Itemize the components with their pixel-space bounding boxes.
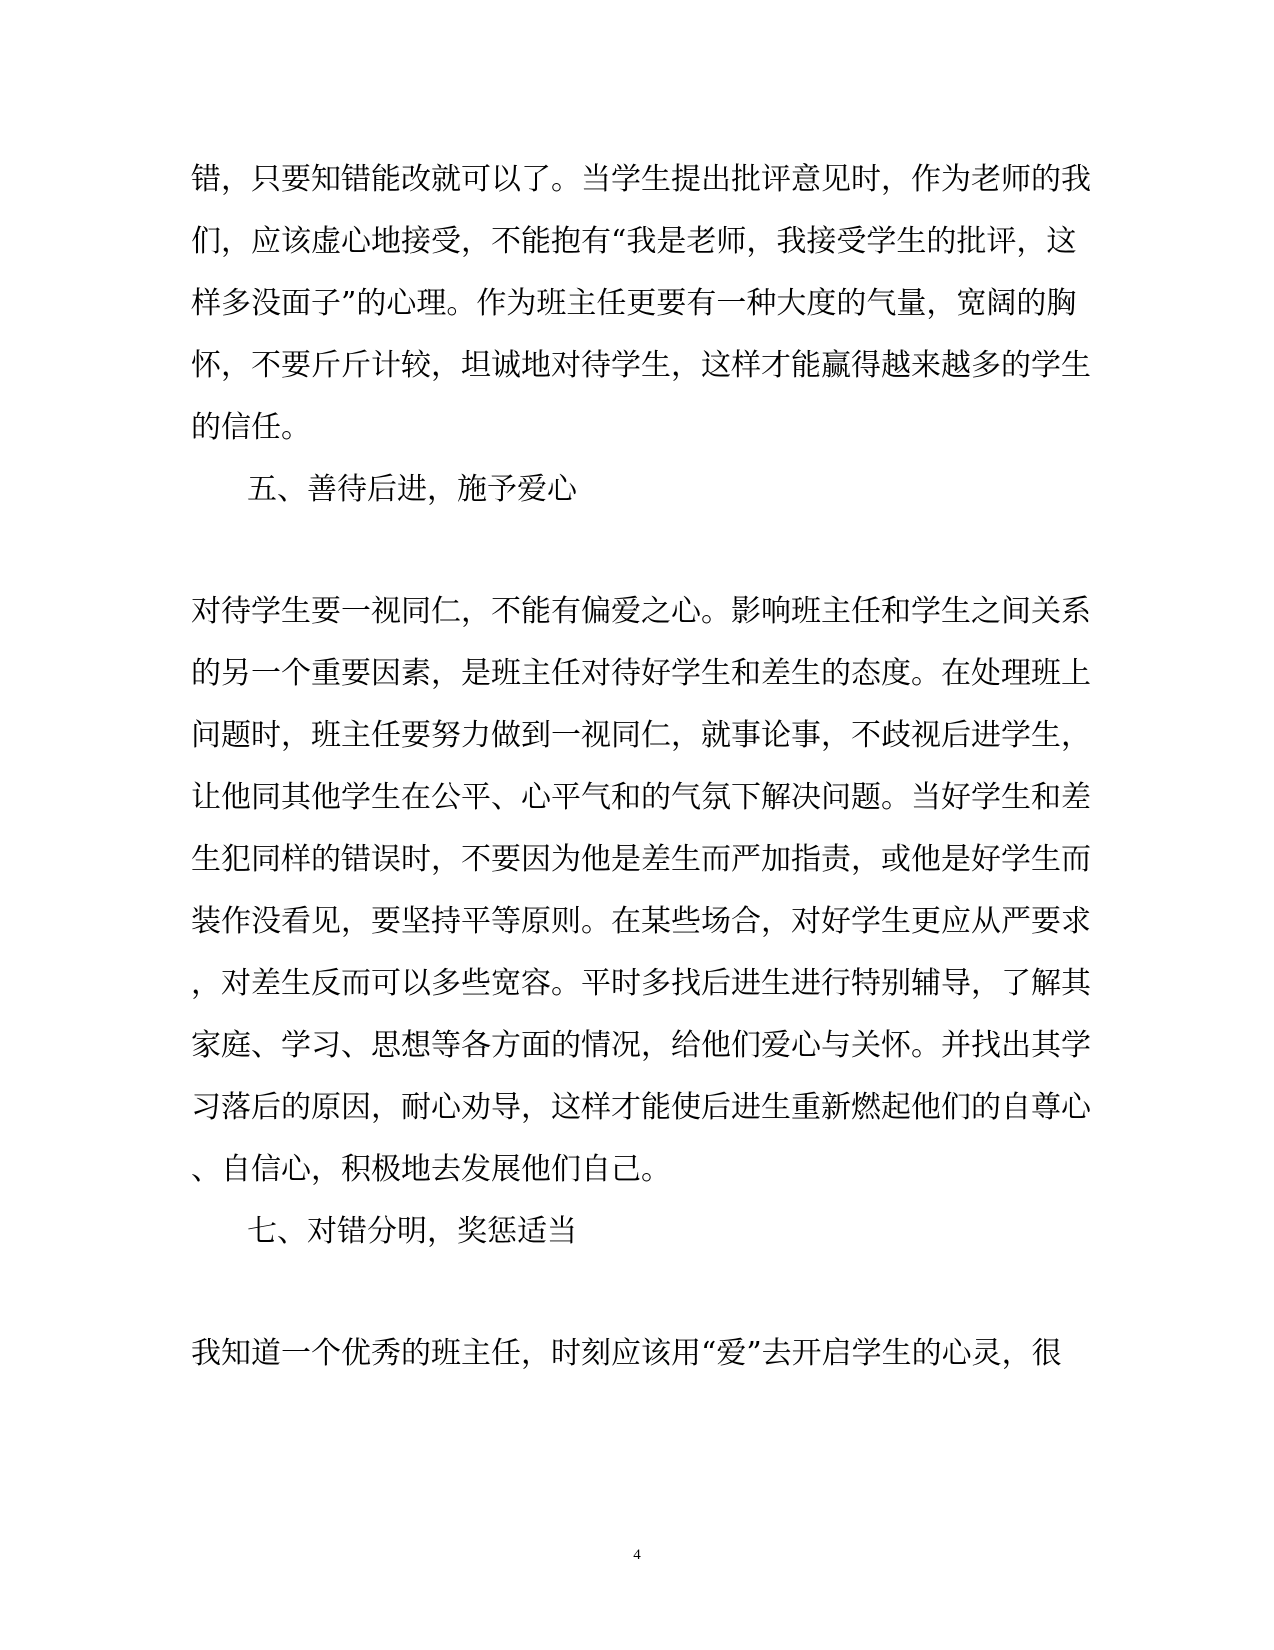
- paragraph-line: 装作没看见，要坚持平等原则。在某些场合，对好学生更应从严要求: [191, 904, 1091, 939]
- paragraph-line: 怀，不要斤斤计较，坦诚地对待学生，这样才能赢得越来越多的学生: [191, 348, 1091, 383]
- paragraph-line: 生犯同样的错误时，不要因为他是差生而严加指责，或他是好学生而: [191, 842, 1091, 877]
- paragraph-line: 、自信心，积极地去发展他们自己。: [191, 1152, 671, 1187]
- paragraph-line: ，对差生反而可以多些宽容。平时多找后进生进行特别辅导，了解其: [191, 966, 1091, 1001]
- paragraph-line: 的信任。: [191, 410, 311, 445]
- paragraph-line: 的另一个重要因素，是班主任对待好学生和差生的态度。在处理班上: [191, 656, 1091, 691]
- paragraph-line: 家庭、学习、思想等各方面的情况，给他们爱心与关怀。并找出其学: [191, 1028, 1091, 1063]
- paragraph-line: 们，应该虚心地接受，不能抱有“我是老师，我接受学生的批评，这: [191, 224, 1077, 259]
- paragraph-line: 问题时，班主任要努力做到一视同仁，就事论事，不歧视后进学生，: [191, 718, 1091, 753]
- paragraph-line: 习落后的原因，耐心劝导，这样才能使后进生重新燃起他们的自尊心: [191, 1090, 1091, 1125]
- section-heading: 七、对错分明，奖惩适当: [247, 1214, 577, 1249]
- paragraph-line: 错，只要知错能改就可以了。当学生提出批评意见时，作为老师的我: [191, 162, 1091, 197]
- paragraph-line: 对待学生要一视同仁，不能有偏爱之心。影响班主任和学生之间关系: [191, 594, 1091, 629]
- paragraph-line: 我知道一个优秀的班主任，时刻应该用“爱”去开启学生的心灵，很: [191, 1336, 1062, 1371]
- paragraph-line: 让他同其他学生在公平、心平气和的气氛下解决问题。当好学生和差: [191, 780, 1091, 815]
- paragraph-line: 样多没面子”的心理。作为班主任更要有一种大度的气量，宽阔的胸: [191, 286, 1077, 321]
- section-heading: 五、善待后进，施予爱心: [247, 472, 577, 507]
- page-number: 4: [633, 1547, 641, 1563]
